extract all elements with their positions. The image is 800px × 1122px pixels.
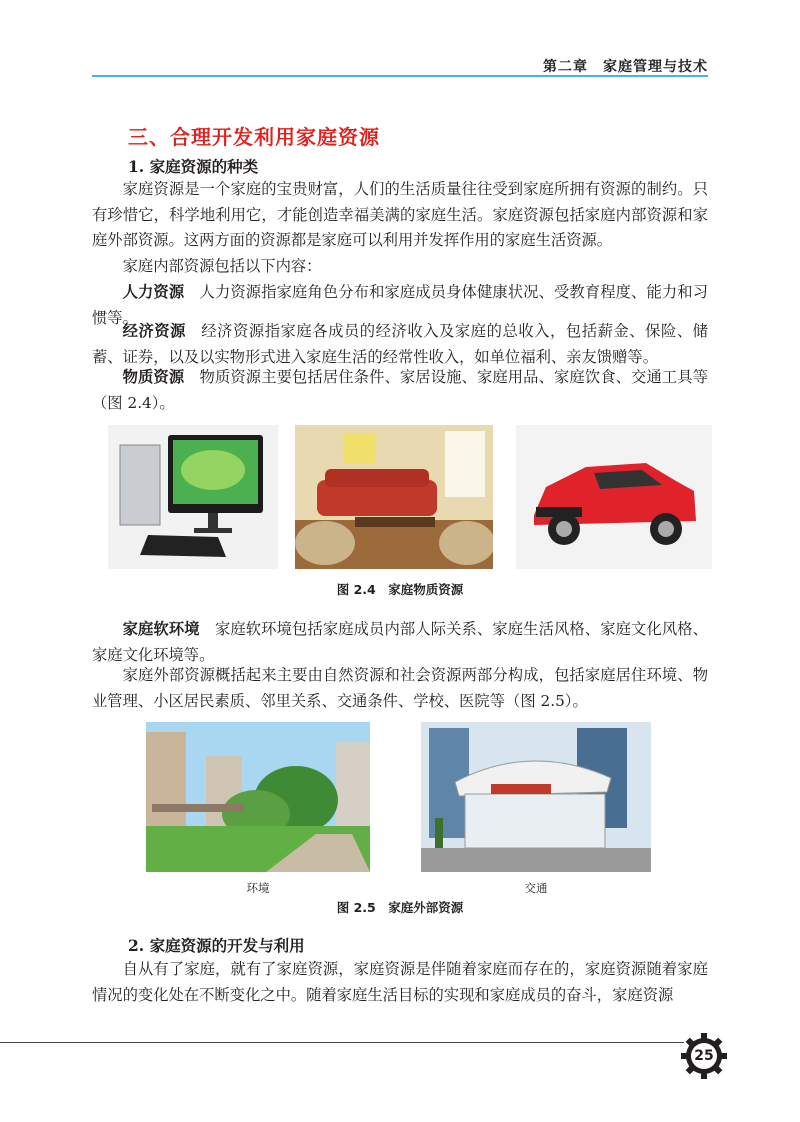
term-economic-resources: 经济资源	[122, 322, 186, 340]
figure-2-4-caption: 图 2.4 家庭物质资源	[336, 582, 464, 597]
transportation-label: 交通	[524, 881, 548, 895]
section-title: 三、合理开发利用家庭资源	[128, 125, 380, 149]
material-resources-text: 物质资源主要包括居住条件、家居设施、家庭用品、家庭饮食、交通工具等（图 2.4）。	[92, 368, 708, 412]
header-divider	[92, 75, 708, 77]
figure-2-5-caption: 图 2.5 家庭外部资源	[336, 900, 464, 915]
term-soft-environment: 家庭软环境	[122, 620, 200, 638]
paragraph-soft-environment	[92, 617, 708, 668]
human-resources-text: 人力资源指家庭角色分布和家庭成员身体健康状况、受教育程度、能力和习惯等。	[92, 283, 708, 327]
paragraph-external-resources: 家庭外部资源概括起来主要由自然资源和社会资源两部分构成，包括家庭居住环境、物业管理、小区居民素质、邻里关系、交通条件、学校、医院等（图 2.5）。	[92, 666, 708, 710]
subsection-title-1: 1. 家庭资源的种类	[128, 157, 259, 176]
paragraph-development: 自从有了家庭，就有了家庭资源，家庭资源是伴随着家庭而存在的，家庭资源随着家庭情况的变化处在不断变化之中。随着家庭生活目标的实现和家庭成员的奋斗，家庭资源	[92, 960, 708, 1004]
economic-resources-text: 经济资源指家庭各成员的经济收入及家庭的总收入，包括薪金、保险、储蓄、证券，以及以实物形式进入家庭生活的经常性收入，如单位福利、亲友馈赠等。	[92, 322, 708, 366]
living-room-photo	[295, 425, 493, 569]
paragraph-1: 家庭资源是一个家庭的宝贵财富，人们的生活质量往往受到家庭所拥有资源的制约。只有珍惜它，科学地利用它，才能创造幸福美满的家庭生活。家庭资源包括家庭内部资源和家庭外部资源。这两方面的资源都是家庭可以利用并发挥作用的家庭生活资源。	[92, 180, 708, 250]
footer-divider	[0, 1042, 684, 1043]
computer-photo	[108, 425, 278, 569]
page-number: 25	[694, 1048, 714, 1064]
chapter-header: 第二章 家庭管理与技术	[543, 59, 708, 75]
environment-photo	[146, 722, 370, 872]
term-material-resources: 物质资源	[122, 368, 185, 386]
transportation-photo	[421, 722, 651, 872]
subsection-title-2: 2. 家庭资源的开发与利用	[128, 936, 305, 955]
paragraph-economic-resources	[92, 319, 708, 370]
term-human-resources: 人力资源	[122, 283, 185, 301]
paragraph-material-resources	[92, 365, 708, 416]
soft-environment-text: 家庭软环境包括家庭成员内部人际关系、家庭生活风格、家庭文化风格、家庭文化环境等。	[92, 620, 708, 664]
environment-label: 环境	[246, 881, 270, 895]
car-photo	[516, 425, 712, 569]
paragraph-2: 家庭内部资源包括以下内容：	[122, 257, 322, 275]
